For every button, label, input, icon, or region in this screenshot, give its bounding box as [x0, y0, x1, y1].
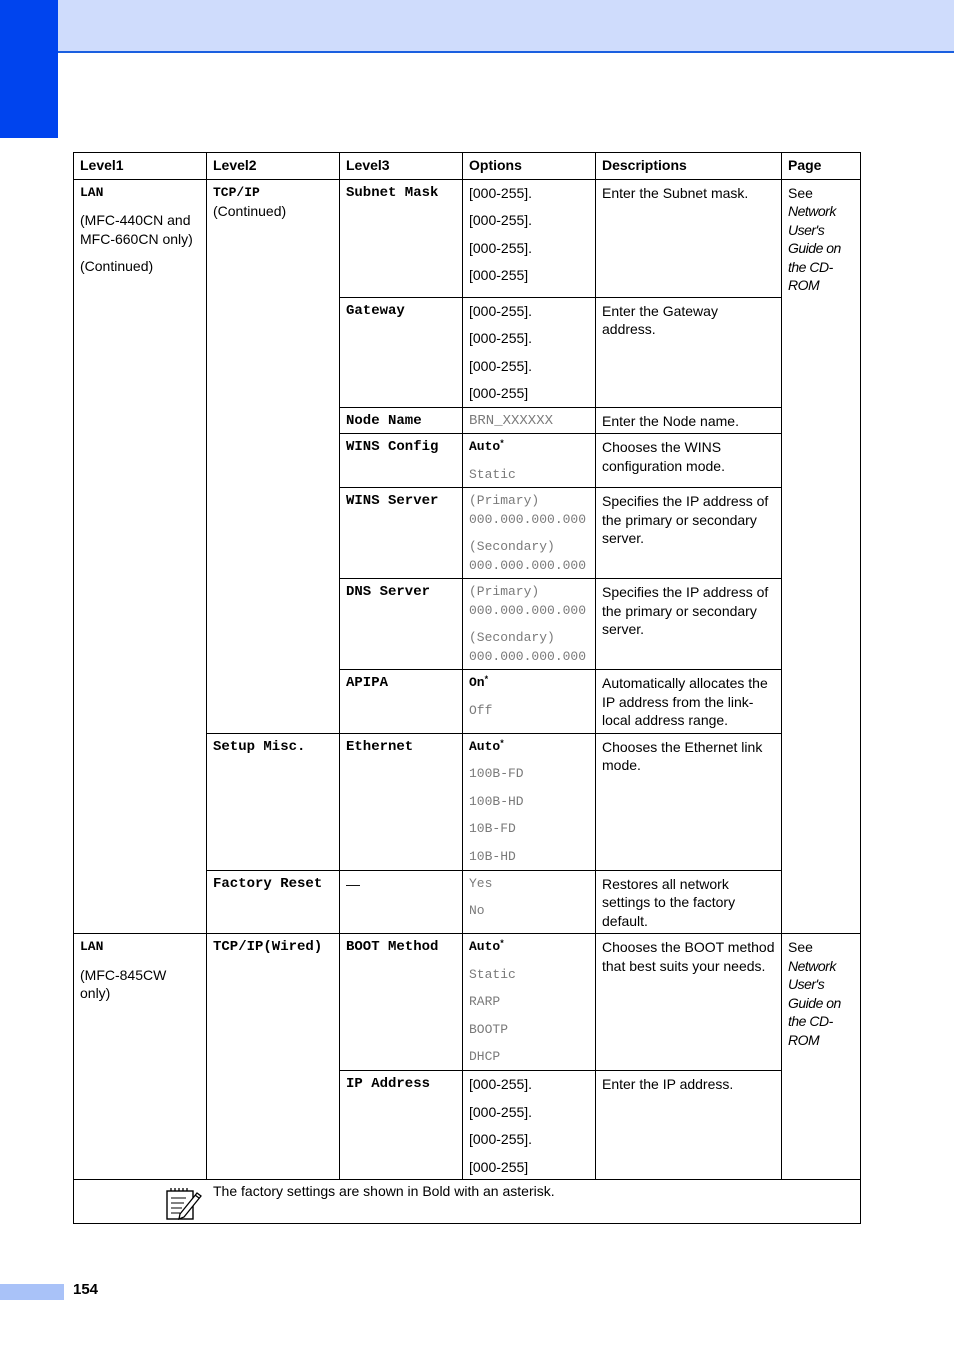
option-value: 000.000.000.000 [469, 511, 587, 527]
col-header-descriptions: Descriptions [596, 153, 782, 180]
option-value: Static [469, 966, 516, 982]
option-value: (Secondary) [469, 630, 555, 645]
option-value: 10B-FD [469, 821, 516, 836]
option-value: On* [469, 674, 489, 690]
table-header-row [74, 153, 861, 180]
options-cell [463, 733, 596, 870]
options-cell [463, 179, 596, 297]
option-value: 10B-HD [469, 848, 516, 864]
level2-continued: (Continued) [213, 203, 287, 219]
level3-dns-server: DNS Server [340, 579, 463, 670]
description-cell: Automatically allocates the IP address from the link-local address range. [596, 670, 782, 734]
level1-cell [74, 934, 207, 1180]
options-cell [463, 434, 596, 488]
option-value: [000-255]. [469, 357, 533, 374]
option-value: [000-255]. [469, 330, 533, 346]
chapter-tab [0, 0, 58, 138]
level2-label: TCP/IP [213, 184, 260, 200]
level1-note: (MFC-440CN and MFC-660CN only) [80, 212, 193, 247]
level2-factory-reset: Factory Reset [207, 870, 340, 934]
level1-continued: (Continued) [80, 258, 154, 274]
option-value: [000-255]. [469, 239, 533, 256]
level1-note: (MFC-845CW only) [80, 966, 167, 1001]
options-cell [463, 870, 596, 934]
options-cell [463, 1071, 596, 1180]
page-cell [782, 934, 861, 1180]
option-value: [000-255]. [469, 212, 533, 228]
option-value: BRN_XXXXXX [463, 407, 596, 434]
option-value: Auto* [469, 438, 504, 454]
level3-node-name: Node Name [340, 407, 463, 434]
option-value: BOOTP [469, 1021, 509, 1037]
note-text: The factory settings are shown in Bold with an asterisk. [213, 1183, 555, 1199]
col-header-level1: Level1 [74, 153, 207, 180]
option-value: 000.000.000.000 [469, 557, 587, 573]
footer-band [0, 1284, 64, 1300]
option-value: [000-255]. [469, 1103, 533, 1120]
level3-subnet-mask: Subnet Mask [340, 179, 463, 297]
page-number: 154 [73, 1281, 99, 1298]
level3-wins-config: WINS Config [340, 434, 463, 488]
settings-table [73, 152, 861, 1224]
description-cell: Chooses the WINS configuration mode. [596, 434, 782, 488]
options-cell [463, 934, 596, 1071]
option-value: Auto* [469, 938, 504, 954]
header-band [0, 0, 954, 53]
option-value: 000.000.000.000 [469, 648, 587, 664]
option-value: 000.000.000.000 [469, 602, 587, 618]
page-cell [782, 179, 861, 934]
option-value: (Primary) [469, 493, 540, 508]
description-cell: Chooses the Ethernet link mode. [596, 733, 782, 870]
page-ref: Network User's Guide on the CD-ROM [788, 203, 841, 293]
options-cell [463, 488, 596, 579]
option-value: 100B-FD [469, 766, 524, 781]
level3-boot-method: BOOT Method [340, 934, 463, 1071]
option-value: [000-255]. [469, 1076, 533, 1092]
note-pencil-icon [164, 1186, 204, 1222]
level3-ip-address: IP Address [340, 1071, 463, 1180]
option-value: [000-255] [469, 267, 529, 283]
description-cell: Restores all network settings to the factory default. [596, 870, 782, 934]
level1-label: LAN [80, 184, 104, 200]
level1-label: LAN [80, 939, 104, 954]
table-row [74, 179, 861, 297]
level2-cell [207, 179, 340, 733]
level3-ethernet: Ethernet [340, 733, 463, 870]
options-cell [463, 297, 596, 407]
level3-apipa: APIPA [340, 670, 463, 734]
option-value: [000-255]. [469, 184, 533, 201]
option-value: Static [469, 466, 516, 482]
level3-dash: — [340, 870, 463, 934]
level3-gateway: Gateway [340, 297, 463, 407]
description-cell: Enter the Node name. [596, 407, 782, 434]
description-cell: Chooses the BOOT method that best suits your needs. [596, 934, 782, 1071]
note-cell [74, 1180, 861, 1224]
col-header-level3: Level3 [340, 153, 463, 180]
note-row [74, 1180, 861, 1224]
options-cell [463, 670, 596, 734]
option-value: Yes [469, 875, 493, 891]
option-value: Auto* [469, 737, 504, 754]
option-value: Off [469, 702, 493, 718]
description-cell: Enter the Subnet mask. [596, 179, 782, 297]
level2-setup-misc: Setup Misc. [207, 733, 340, 870]
option-value: [000-255]. [469, 1131, 533, 1147]
option-value: RARP [469, 994, 501, 1009]
col-header-page: Page [782, 153, 861, 180]
level3-wins-server: WINS Server [340, 488, 463, 579]
description-cell: Specifies the IP address of the primary or secondary server. [596, 488, 782, 579]
option-value: No [469, 903, 485, 918]
level1-cell [74, 179, 207, 934]
description-cell: Enter the IP address. [596, 1071, 782, 1180]
option-value: [000-255]. [469, 302, 533, 319]
col-header-options: Options [463, 153, 596, 180]
options-cell [463, 579, 596, 670]
option-value: (Primary) [469, 584, 540, 599]
table-row [74, 934, 861, 1071]
description-cell: Specifies the IP address of the primary or secondary server. [596, 579, 782, 670]
page-see: See [788, 939, 813, 955]
page-see: See [788, 184, 813, 201]
option-value: (Secondary) [469, 539, 555, 554]
description-cell: Enter the Gateway address. [596, 297, 782, 407]
option-value: [000-255] [469, 385, 529, 401]
option-value: DHCP [469, 1049, 501, 1064]
page-ref: Network User's Guide on the CD-ROM [788, 957, 841, 1048]
option-value: 100B-HD [469, 793, 524, 809]
option-value: [000-255] [469, 1158, 529, 1175]
level2-tcpip-wired: TCP/IP(Wired) [207, 934, 340, 1180]
col-header-level2: Level2 [207, 153, 340, 180]
